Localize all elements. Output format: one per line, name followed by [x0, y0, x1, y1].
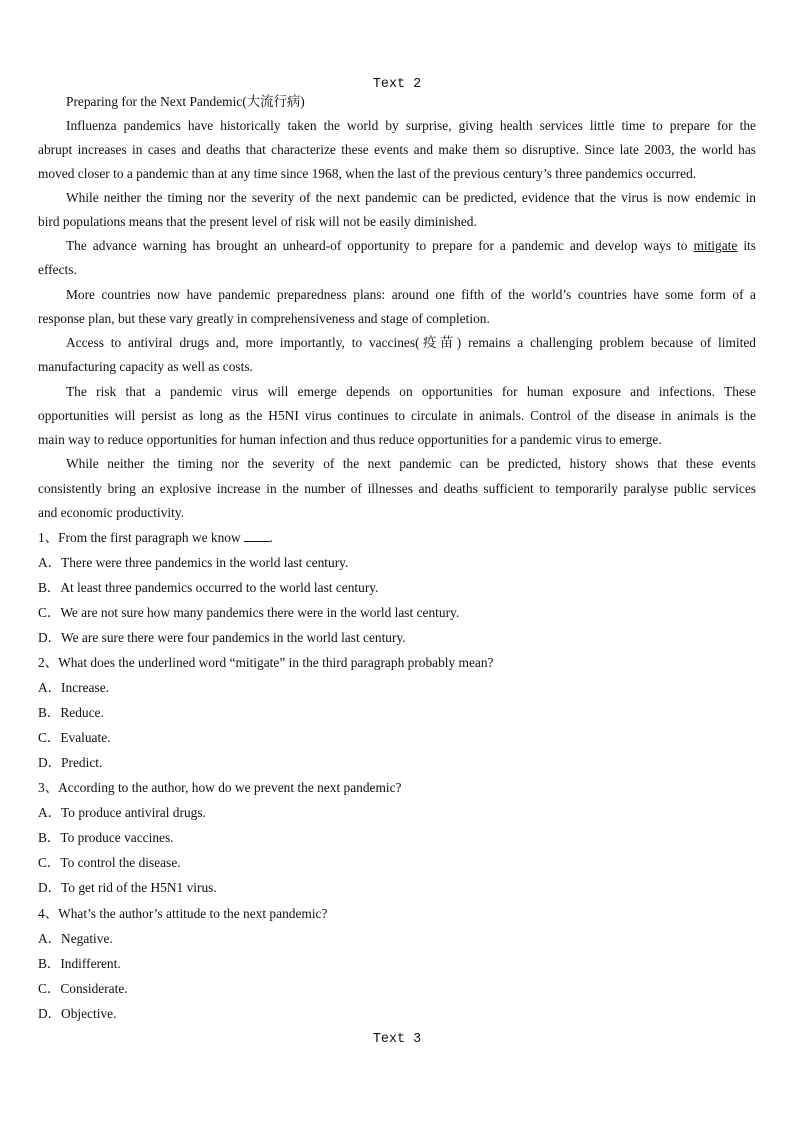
question-1-stem — [38, 530, 273, 546]
p2-line-2: bird populations means that the present level of risk will not be easily diminished. — [38, 214, 477, 229]
p2-line-1: While neither the timing nor the severity of the next pandemic can be predicted, evidence that the virus is now endemic in — [66, 190, 756, 205]
text3-heading: Text 3 — [372, 1032, 422, 1047]
p3-text-after: its — [743, 238, 756, 253]
p4-line-2: response plan, but these vary greatly in comprehensiveness and stage of completion. — [38, 311, 490, 326]
p6-line-2: opportunities will persist as long as the H5NI virus continues to circulate in animals. Control of the disease in animals is the — [38, 408, 756, 423]
p1-line-3: moved closer to a pandemic than at any time since 1968, when the last of the previous century’s three pandemics occurred. — [38, 166, 697, 181]
p5-line-2: manufacturing capacity as well as costs. — [38, 359, 253, 374]
question-3-option-c: C．To control the disease. — [38, 855, 181, 870]
question-4-option-d: D．Objective. — [38, 1006, 117, 1021]
p6-line-1: The risk that a pandemic virus will emerge depends on opportunities for human exposure and infections. These — [66, 384, 756, 399]
question-4-option-b: B．Indifferent. — [38, 956, 121, 971]
p1-line-1: Influenza pandemics have historically taken the world by surprise, giving health services little time to prepare for the — [66, 118, 756, 133]
article-title: Preparing for the Next Pandemic(大流行病) — [66, 94, 305, 109]
question-1-option-a: A．There were three pandemics in the world last century. — [38, 555, 349, 570]
question-1-option-d: D．We are sure there were four pandemics in the world last century. — [38, 630, 406, 645]
p7-line-1: While neither the timing nor the severity of the next pandemic can be predicted, history shows that these events — [66, 456, 756, 471]
question-1-option-c: C．We are not sure how many pandemics there were in the world last century. — [38, 605, 460, 620]
question-1-text: 1、From the first paragraph we know — [38, 530, 241, 545]
question-3-stem: 3、According to the author, how do we prevent the next pandemic? — [38, 780, 402, 795]
question-3-option-d: D．To get rid of the H5N1 virus. — [38, 880, 217, 895]
question-4-option-a: A．Negative. — [38, 931, 113, 946]
question-3-option-b: B．To produce vaccines. — [38, 830, 174, 845]
question-2-option-a: A．Increase. — [38, 680, 110, 695]
p5-line-1: Access to antiviral drugs and, more importantly, to vaccines(疫苗) remains a challenging problem because of limited — [66, 335, 756, 350]
p1-line-2: abrupt increases in cases and deaths that characterize these events and make them so disruptive. Since late 2003, the world has — [38, 142, 756, 157]
p4-line-1: More countries now have pandemic preparedness plans: around one fifth of the world’s countries have some form of a — [66, 287, 756, 302]
question-1-option-b: B．At least three pandemics occurred to the world last century. — [38, 580, 379, 595]
p3-text-before: The advance warning has brought an unheard-of opportunity to prepare for a pandemic and develop ways to — [66, 238, 688, 253]
question-2-option-c: C．Evaluate. — [38, 730, 111, 745]
question-2-option-d: D．Predict. — [38, 755, 103, 770]
question-3-option-a: A．To produce antiviral drugs. — [38, 805, 206, 820]
underlined-word-mitigate: mitigate — [693, 238, 738, 253]
p3-line-2: effects. — [38, 262, 77, 277]
p6-line-3: main way to reduce opportunities for human infection and thus reduce opportunities for a pandemic virus to emerge. — [38, 432, 662, 447]
p3-line-1 — [66, 238, 756, 254]
question-4-option-c: C．Considerate. — [38, 981, 128, 996]
p7-line-3: and economic productivity. — [38, 505, 185, 520]
text2-heading: Text 2 — [372, 77, 422, 92]
question-4-stem: 4、What’s the author’s attitude to the next pandemic? — [38, 906, 328, 921]
question-2-option-b: B．Reduce. — [38, 705, 104, 720]
question-2-stem: 2、What does the underlined word “mitigate” in the third paragraph probably mean? — [38, 655, 494, 670]
p7-line-2: consistently bring an explosive increase in the number of illnesses and deaths sufficient to temporarily paralyse public services — [38, 481, 756, 496]
blank-period: . — [269, 530, 274, 545]
answer-blank — [244, 531, 270, 542]
